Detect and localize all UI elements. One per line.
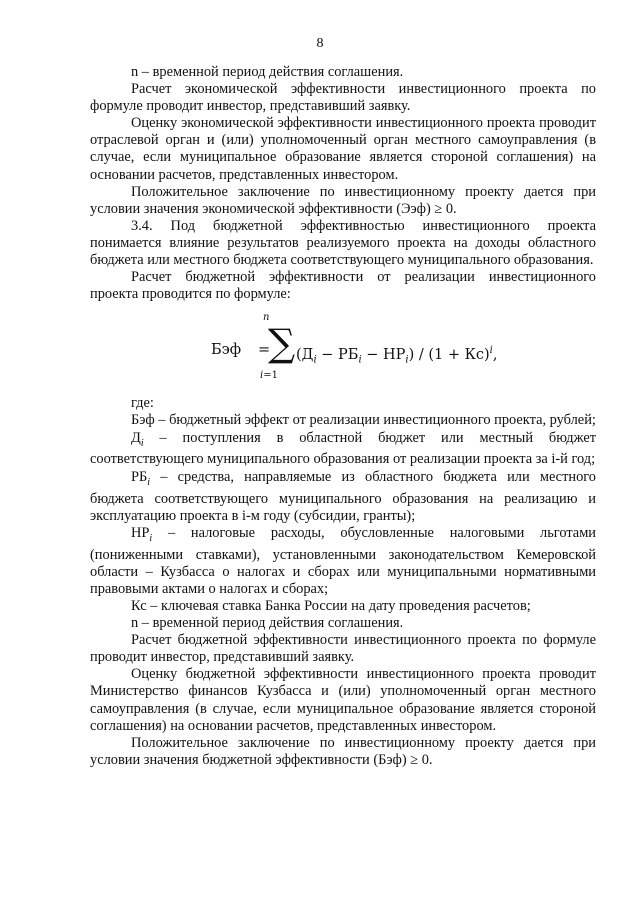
paragraph-budget-positive: Положительное заключение по инвестиционному проекту дается при условии значения бюджетной эффективности (Бэф) ≥ 0. <box>90 734 596 768</box>
sigma-symbol: ∑ <box>268 321 296 366</box>
nri-symbol: НР <box>131 524 150 541</box>
paragraph-budget-assessment: Оценку бюджетной эффективности инвестиционного проекта проводит Министерство финансов Кузбасса и (или) уполномоченный орган местного самоуправления (в случае, если муниципальное образование является стороной соглашения) на основании расчетов, представленных инвестором. <box>90 666 596 734</box>
nri-sub: i <box>149 532 153 544</box>
paragraph-economic-positive: Положительное заключение по инвестиционному проекту дается при условии значения экономической эффективности (Ээф) ≥ 0. <box>90 183 596 217</box>
sum-upper-limit: n <box>263 312 270 324</box>
expr-minus-rb: − РБ <box>316 347 359 364</box>
formula-expression <box>296 342 497 369</box>
paragraph-n-period: n – временной период действия соглашения. <box>131 64 404 80</box>
di-sub: i <box>140 437 144 449</box>
sum-index: i <box>260 370 264 382</box>
paragraph-gde: где: <box>131 395 154 412</box>
paragraph-rbi-def <box>90 469 596 525</box>
expr-tail: , <box>492 347 498 364</box>
document-body <box>90 64 596 769</box>
paragraph-n-def: n – временной период действия соглашения. <box>131 615 404 632</box>
expr-sub-rb: i <box>358 355 362 367</box>
rbi-sub: i <box>147 476 151 488</box>
rbi-symbol: РБ <box>131 468 148 485</box>
expr-sup-i: i <box>489 345 493 357</box>
paragraph-beff-def: Бэф – бюджетный эффект от реализации инвестиционного проекта, рублей; <box>131 412 596 429</box>
di-symbol: Д <box>131 429 141 446</box>
expr-sub-nr: i <box>405 355 409 367</box>
expr-open: (Д <box>296 347 314 364</box>
paragraph-economic-assessment: Оценку экономической эффективности инвестиционного проекта проводит отраслевой орган и (или) уполномоченный орган местного самоуправления (в случае, если муниципальное образование является стороной соглашения) на основании расчетов, представленных инвестором. <box>90 115 596 183</box>
paragraph-budget-formula-intro: Расчет бюджетной эффективности от реализации инвестиционного проекта проводится по формуле: <box>90 269 596 303</box>
expr-minus-nr: − НР <box>361 347 406 364</box>
formula-equals: = <box>258 342 271 359</box>
page-number: 8 <box>316 36 324 51</box>
paragraph-nri-def <box>90 525 596 598</box>
paragraph-ks-def: Кс – ключевая ставка Банка России на дату проведения расчетов; <box>131 597 531 614</box>
expr-close: ) / (1 + Кс) <box>408 347 490 364</box>
paragraph-budget-calc: Расчет бюджетной эффективности инвестиционного проекта по формуле проводит инвестор, представивший заявку. <box>90 632 596 666</box>
expr-sub-d: i <box>313 355 317 367</box>
paragraph-di-def <box>90 430 596 469</box>
nri-text: – налоговые расходы, обусловленные налоговыми льготами (пониженными ставками), установленными законодательством Кемеровской области – Кузбасса о налогах и сборах или муниципальными нормативными правовыми актами о налогах и сборах; <box>90 524 596 597</box>
rbi-text: – средства, направляемые из областного бюджета или местного бюджета соответствующего муниципального образования на реализацию и эксплуатацию проекта в i-м году (субсидии, гранты); <box>90 468 596 524</box>
paragraph-economic-calc: Расчет экономической эффективности инвестиционного проекта по формуле проводит инвестор, представивший заявку. <box>90 81 596 115</box>
paragraph-3-4: 3.4. Под бюджетной эффективностью инвестиционного проекта понимается влияние результатов реализуемого проекта на доходы областного бюджета или местного бюджета соответствующего муниципального образования. <box>90 217 596 269</box>
formula-lhs: Бэф <box>211 342 242 359</box>
budget-efficiency-formula <box>90 307 596 389</box>
di-text: – поступления в областной бюджет или местный бюджет соответствующего муниципального образования от реализации проекта за i-й год; <box>90 429 596 468</box>
sum-lower-limit: i=1 <box>260 370 278 382</box>
